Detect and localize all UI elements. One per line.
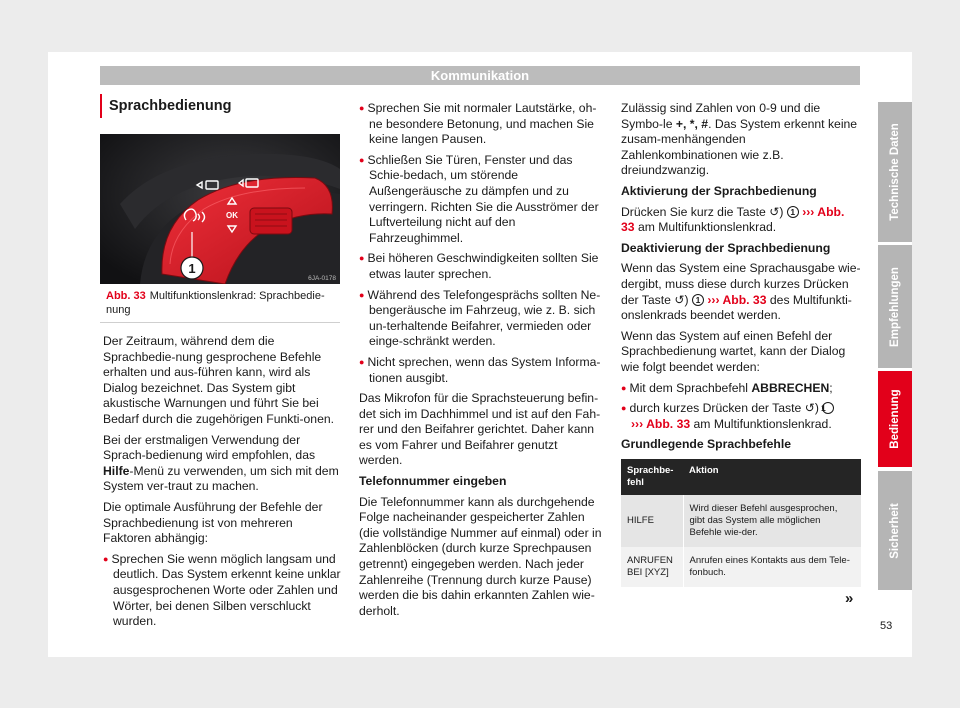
voice-button-icon: ↺): [674, 292, 689, 307]
page-number: 53: [880, 620, 893, 632]
table-cell-action: Wird dieser Befehl ausgesprochen, gibt das System alle möglichen Befehle wie-der.: [683, 495, 861, 547]
chapter-header: Kommunikation: [100, 66, 860, 85]
table-cell-command: ANRUFEN BEI [XYZ]: [621, 547, 683, 587]
heading-deactivation: Deaktivierung der Sprachbedienung: [621, 240, 831, 255]
callout-ref-1: 1: [692, 294, 704, 306]
paragraph-phone-number: Die Telefonnummer kann als durchgehende Folge nacheinander gespeicherter Zahlen (die vollständige Nummer auf einmal) oder in Zahlenblöcken (durch kurze Sprechpausen getrennt) eingegeben werden. Nach jeder Zahlenreihe (Trennung durch kurze Pause) werden die bis dahin erkannten Zahlen wie-derholt.: [359, 494, 602, 618]
steering-wheel-figure: [100, 134, 340, 284]
figure-link[interactable]: ››› Abb. 33: [621, 204, 845, 235]
tab-sicherheit[interactable]: Sicherheit: [878, 471, 912, 590]
cancel-command: ABBRECHEN: [751, 380, 830, 395]
voice-button-icon: ↺): [804, 401, 819, 416]
bullet-close-doors: ● Schließen Sie Türen, Fenster und das Schie-bedach, um störende Außengeräusche zu dämpfen und zu verringern. Richten Sie die Ausströmer der Luftverteilung nicht auf den Fahrzeughimmel.: [359, 153, 604, 247]
bullet-high-speed: ● Bei höheren Geschwindigkeiten sollten Sie etwas lauter sprechen.: [359, 251, 604, 282]
paragraph-dialog-end: Wenn das System auf einen Befehl der Sprachbedienung wartet, kann der Dialog wie folgt beendet werden:: [621, 328, 846, 374]
figure-caption: [100, 287, 340, 317]
table-row: [621, 547, 861, 587]
table-header-action: Aktion: [683, 459, 861, 495]
column-3: [621, 101, 861, 587]
bullet-dont-speak: ● Nicht sprechen, wenn das System Informa-tionen ausgibt.: [359, 355, 604, 386]
bullet-normal-volume: ● Sprechen Sie mit normaler Lautstärke, oh-ne besondere Betonung, und machen Sie keine langen Pausen.: [359, 101, 604, 148]
paragraph-symbols: Zulässig sind Zahlen von 0-9 und die Symbo-le +, *, #. Das System erkennt keine zusam-menhängenden Zahlenkombinationen wie z.B. dreiundzwanzig.: [621, 101, 858, 178]
paragraph-first-use: Bei der erstmaligen Verwendung der Sprach-bedienung wird empfohlen, das Hilfe-Menü zu verwenden, um sich mit dem System ver-traut zu machen.: [103, 432, 339, 494]
paragraph-microphone: Das Mikrofon für die Sprachsteuerung befin-det sich im Dachhimmel und ist auf den Fah-rer und den Beifahrer gerichtet. Daher kann es vom Fahrer und Beifahrer genutzt werden.: [359, 391, 601, 468]
ok-label: [226, 211, 238, 220]
bullet-cancel-command: ● Mit dem Sprachbefehl ABBRECHEN;: [621, 381, 861, 397]
figure-code: [308, 275, 336, 282]
steering-wheel-illustration: [100, 134, 340, 284]
paragraph-deactivation: Wenn das System eine Sprachausgabe wie-dergibt, muss diese durch kurzes Drücken der Taste ↺) 1 ››› Abb. 33 des Multifunkti-onslenkrads beendet werden.: [621, 261, 861, 323]
tab-empfehlungen[interactable]: Empfehlungen: [878, 245, 912, 368]
callout-ref-1: 1: [787, 206, 799, 218]
table-header-command: Sprachbe-fehl: [621, 459, 683, 495]
allowed-symbols: +, *, #: [675, 116, 709, 131]
figure-link[interactable]: ››› Abb. 33: [631, 416, 691, 431]
column-2: [359, 101, 604, 624]
figure-link[interactable]: ››› Abb. 33: [707, 292, 767, 307]
callout-ref-1: 1: [822, 402, 834, 414]
table-row: [621, 495, 861, 547]
svg-text:6JA-0178: 6JA-0178: [308, 275, 336, 282]
help-menu-term: Hilfe: [103, 463, 130, 478]
paragraph-activation: Drücken Sie kurz die Taste ↺) 1 ››› Abb. 33 am Multifunktionslenkrad.: [621, 204, 845, 235]
figure-divider: [100, 322, 340, 323]
tab-bedienung[interactable]: Bedienung: [878, 371, 912, 467]
callout-1: [188, 261, 195, 276]
column-1: [103, 334, 343, 635]
table-header-row: [621, 459, 861, 495]
svg-text:1: 1: [188, 261, 196, 276]
heading-activation: Aktivierung der Sprachbedienung: [621, 183, 817, 198]
bullet-speak-slowly: ● Sprechen Sie wenn möglich langsam und deutlich. Das System erkennt keine unklar ausgesprochenen Worte oder Zahlen und Wörter, bei denen Silben verschluckt wurden.: [103, 552, 343, 630]
bullet-background-noise: ● Während des Telefongesprächs sollten Ne-bengeräusche im Fahrzeug, wie z. B. sich un-terhaltende Beifahrer, vermieden oder einge-schränkt werden.: [359, 288, 604, 350]
table-cell-command: HILFE: [621, 495, 683, 547]
svg-text:OK: OK: [226, 211, 238, 220]
voice-commands-table: [621, 459, 861, 587]
section-title: Sprachbedienung: [100, 94, 340, 118]
paragraph-factors: Die optimale Ausführung der Befehle der Sprachbedienung ist von mehreren Faktoren abhängig:: [103, 499, 323, 546]
figure-ref: Abb. 33: [106, 290, 146, 302]
bullet-short-press: ● durch kurzes Drücken der Taste ↺) 1 ››› Abb. 33 am Multifunktionslenkrad.: [621, 401, 861, 432]
tab-technische-daten[interactable]: Technische Daten: [878, 102, 912, 242]
heading-phone-number: Telefonnummer eingeben: [359, 474, 507, 489]
voice-button-icon: ↺): [769, 204, 784, 219]
table-cell-action: Anrufen eines Kontakts aus dem Tele-fonbuch.: [683, 547, 861, 587]
figure-caption-text: Multifunktionslenkrad: Sprachbedie-nung: [106, 290, 325, 316]
heading-basic-commands: Grundlegende Sprachbefehle: [621, 437, 791, 452]
continue-arrow-icon: »: [845, 590, 854, 607]
paragraph-dialog: Der Zeitraum, während dem die Sprachbedie-nung gesprochene Befehle erhalten und aus-führen kann, wird als Dialog bezeichnet. Das System gibt akustische Warnungen und führt Sie bei Bedarf durch die zugehörigen Funkti-onen.: [103, 334, 335, 426]
